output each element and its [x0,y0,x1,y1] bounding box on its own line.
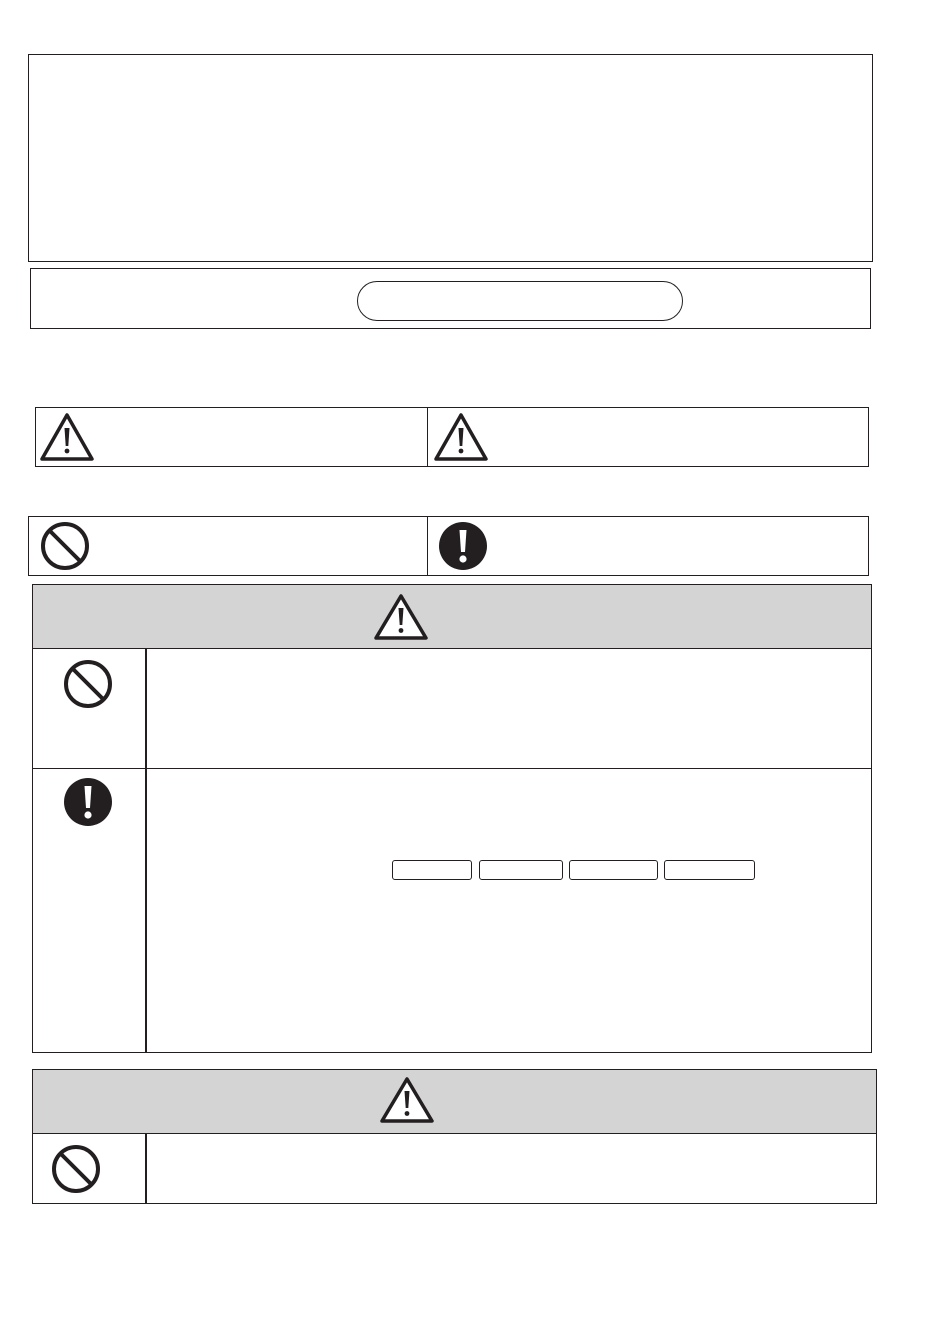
prohibition-circle-icon [62,658,114,710]
warning-section-header [32,584,872,649]
key-box [392,860,472,880]
legend-warning-cell [35,407,428,467]
legend-caution-cell [427,407,869,467]
key-box [479,860,563,880]
warning-row-prohibition [32,648,872,769]
intro-text-frame [28,54,873,262]
warning-triangle-icon [433,411,489,463]
mandatory-action-icon [437,520,489,572]
warning-triangle-icon [373,592,429,642]
key-box [569,860,658,880]
mandatory-action-icon [62,776,114,828]
section-title-pill [357,281,683,321]
warning-row-divider [145,648,147,769]
prohibition-circle-icon [50,1143,102,1195]
prohibition-circle-icon [39,520,91,572]
warning-triangle-icon [379,1075,435,1125]
caution-section-header [32,1069,877,1134]
legend-prohibition-cell [28,516,428,576]
warning-triangle-icon [39,411,95,463]
warning-row-mandatory [32,768,872,1053]
caution-row-prohibition [32,1133,877,1204]
warning-row-divider [145,768,147,1053]
legend-mandatory-cell [427,516,869,576]
key-box [664,860,755,880]
caution-row-divider [145,1133,147,1204]
